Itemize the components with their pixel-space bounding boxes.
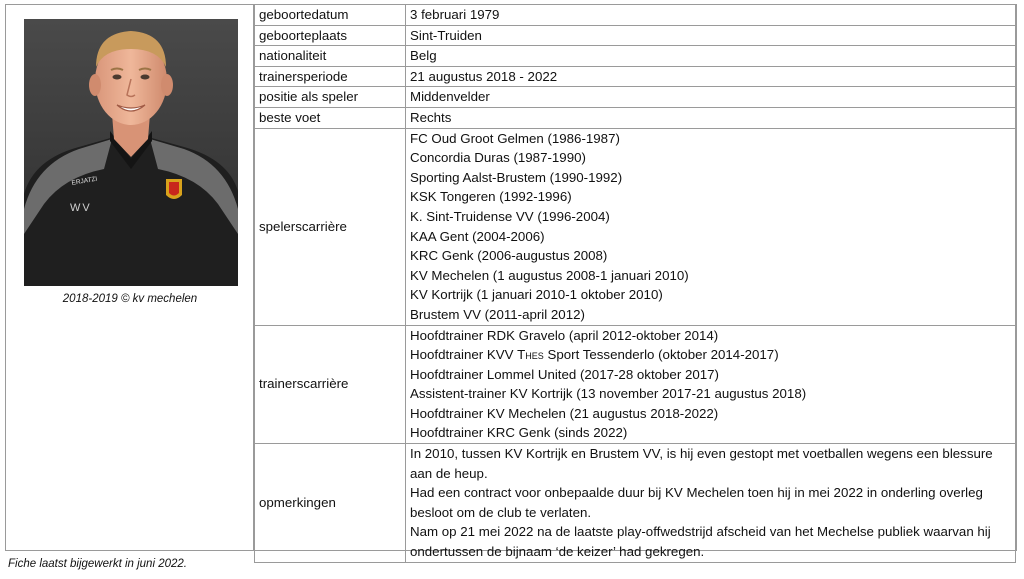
player-card	[5, 4, 1017, 560]
row-label: trainerscarrière	[255, 325, 406, 444]
remarks-text	[406, 444, 1016, 563]
photo-caption: 2018-2019 © kv mechelen	[62, 293, 198, 305]
list-item: Hoofdtrainer Lommel United (2017-28 oktober 2017)	[410, 366, 719, 382]
list-item-part: Sport Tessenderlo (oktober 2014-2017)	[543, 347, 779, 363]
row-label: trainersperiode	[255, 66, 406, 87]
table-row	[255, 128, 1016, 325]
row-label: positie als speler	[255, 87, 406, 108]
list-item: KSK Tongeren (1992-1996)	[410, 189, 572, 205]
row-label: beste voet	[255, 107, 406, 128]
table-row	[255, 5, 1016, 25]
list-item	[410, 345, 1011, 365]
table-row	[255, 25, 1016, 46]
remark-paragraph: Nam op 21 mei 2022 na de laatste play-offwedstrijd afscheid van het Mechelse publiek waarvan hij ondertussen de bijnaam ‘de keizer’ had gekregen.	[410, 524, 991, 560]
row-value: 21 augustus 2018 - 2022	[406, 66, 1016, 87]
list-item: Assistent-trainer KV Kortrijk (13 november 2017-21 augustus 2018)	[410, 386, 807, 402]
table-row	[255, 46, 1016, 67]
player-photo	[24, 19, 238, 286]
list-item: KRC Genk (2006-augustus 2008)	[410, 248, 608, 264]
coach-career-list	[406, 325, 1016, 444]
table-row	[255, 87, 1016, 108]
list-item-part: Hoofdtrainer KVV	[410, 347, 518, 363]
list-item: K. Sint-Truidense VV (1996-2004)	[410, 208, 610, 224]
photo-cell	[6, 5, 254, 550]
remark-paragraph: Had een contract voor onbepaalde duur bij KV Mechelen toen hij in mei 2022 in onderling overleg besloot om de club te verlaten.	[410, 485, 983, 520]
table-row	[255, 444, 1016, 563]
svg-text:WV: WV	[70, 202, 92, 214]
list-item: Concordia Duras (1987-1990)	[410, 150, 586, 166]
row-value: 3 februari 1979	[406, 5, 1016, 25]
list-item: Brustem VV (2011-april 2012)	[410, 306, 585, 322]
row-value: Belg	[406, 46, 1016, 67]
svg-text:ERJATZI: ERJATZI	[71, 175, 98, 187]
list-item: FC Oud Groot Gelmen (1986-1987)	[410, 130, 620, 146]
list-item: Hoofdtrainer RDK Gravelo (april 2012-oktober 2014)	[410, 327, 719, 343]
remark-paragraph: In 2010, tussen KV Kortrijk en Brustem VV, is hij even gestopt met voetballen wegens een blessure aan de heup.	[410, 446, 993, 481]
player-career-list	[406, 128, 1016, 325]
club-badge-icon	[166, 179, 182, 199]
list-item: Sporting Aalst-Brustem (1990-1992)	[410, 169, 623, 185]
row-label: geboorteplaats	[255, 25, 406, 46]
table-row	[255, 325, 1016, 444]
info-table	[254, 5, 1016, 563]
row-value: Rechts	[406, 107, 1016, 128]
list-item: KV Kortrijk (1 januari 2010-1 oktober 2010)	[410, 287, 663, 303]
row-label: geboortedatum	[255, 5, 406, 25]
row-value: Sint-Truiden	[406, 25, 1016, 46]
update-note: Fiche laatst bijgewerkt in juni 2022.	[8, 558, 187, 570]
list-item: Hoofdtrainer KRC Genk (sinds 2022)	[410, 425, 628, 441]
list-item: KV Mechelen (1 augustus 2008-1 januari 2010)	[410, 267, 689, 283]
table-row	[255, 107, 1016, 128]
list-item: Hoofdtrainer KV Mechelen (21 augustus 2018-2022)	[410, 405, 719, 421]
list-item: KAA Gent (2004-2006)	[410, 228, 545, 244]
row-label: opmerkingen	[255, 444, 406, 563]
row-label: nationaliteit	[255, 46, 406, 67]
table-row	[255, 66, 1016, 87]
list-item-part: Thes	[517, 347, 544, 363]
row-value: Middenvelder	[406, 87, 1016, 108]
row-label: spelerscarrière	[255, 128, 406, 325]
